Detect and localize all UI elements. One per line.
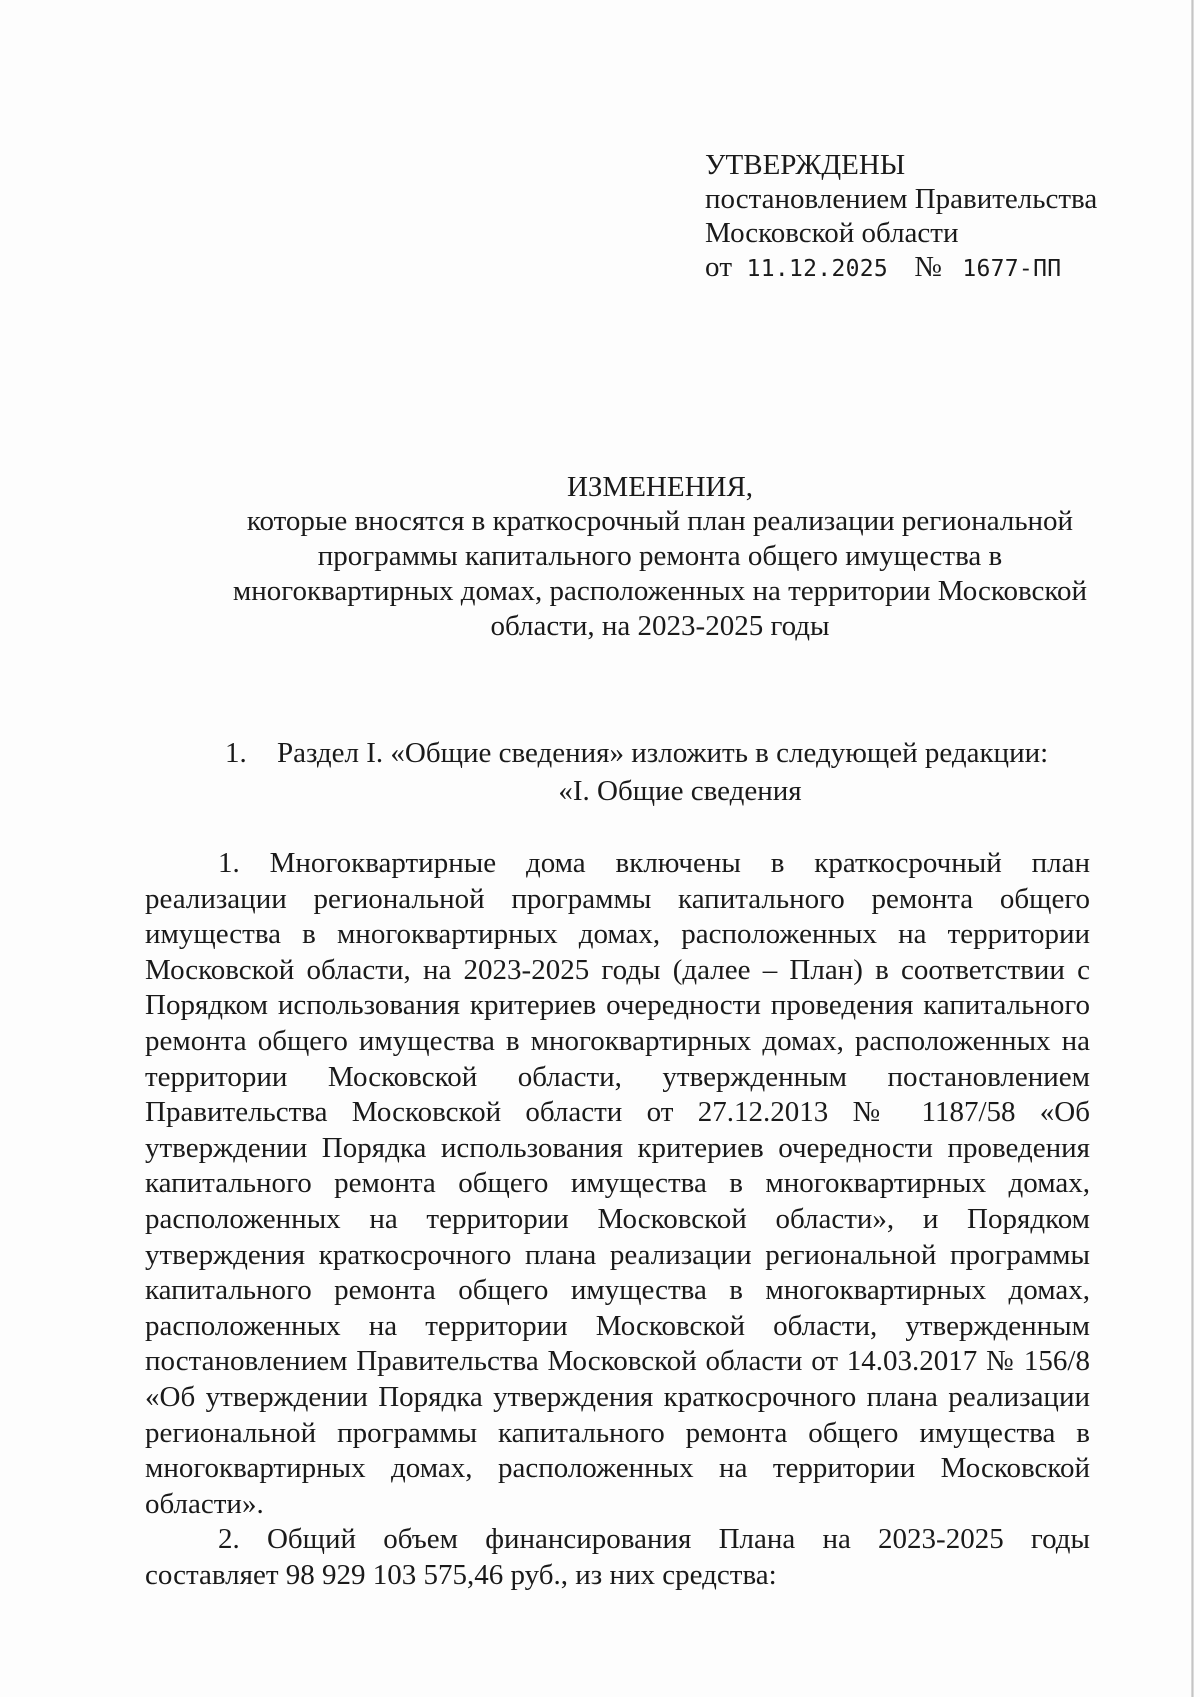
point-text: Раздел I. «Общие сведения» изложить в следующей редакции: [277, 737, 1049, 769]
number-sign: № [914, 251, 943, 283]
heading-subtitle: которые вносятся в краткосрочный план реализации региональной программы капитального ремонта общего имущества в многоквартирных домах, расположенных на территории Московской области, на 2023-2025 годы [232, 505, 1088, 642]
approval-title: УТВЕРЖДЕНЫ [705, 149, 906, 181]
approval-date: 11.12.2025 [746, 256, 889, 282]
approval-line-2: Московской области [705, 217, 959, 249]
point-number: 1. [225, 737, 247, 769]
scan-edge [1191, 0, 1194, 1697]
point-1 [225, 734, 1125, 772]
body-text [145, 846, 1090, 1593]
paragraph-1: 1. Многоквартирные дома включены в краткосрочный план реализации региональной программы капитального ремонта общего имущества в многоквартирных домах, расположенных на территории Московской области, на 2023-2025 годы (далее – План) в соответствии с Порядком использования критериев очередности проведения капитального ремонта общего имущества в многоквартирных домах, расположенных на территории Московской области, утвержденным постановлением Правительства Московской области от 27.12.2013 № 1187/58 «Об утверждении Порядка использования критериев очередности проведения капитального ремонта общего имущества в многоквартирных домах, расположенных на территории Московской области», и Порядком утверждения краткосрочного плана реализации региональной программы капитального ремонта общего имущества в многоквартирных домах, расположенных на территории Московской области, утвержденным постановлением Правительства Московской области от 14.03.2017 № 156/8 «Об утверждении Порядка утверждения краткосрочного плана реализации региональной программы капитального ремонта общего имущества в многоквартирных домах, расположенных на территории Московской области». [145, 847, 1090, 1520]
approval-date-line [705, 250, 1165, 286]
approval-number: 1677-ПП [962, 256, 1062, 282]
document-heading [200, 470, 1120, 644]
date-prefix: от [705, 251, 733, 283]
heading-title: ИЗМЕНЕНИЯ, [566, 471, 754, 503]
paragraph-2: 2. Общий объем финансирования Плана на 2023-2025 годы составляет 98 929 103 575,46 руб., из них средства: [145, 1523, 1090, 1591]
approval-line-1: постановлением Правительства [705, 183, 1098, 215]
approval-stamp [705, 148, 1165, 286]
section-title: «I. Общие сведения [558, 775, 802, 807]
